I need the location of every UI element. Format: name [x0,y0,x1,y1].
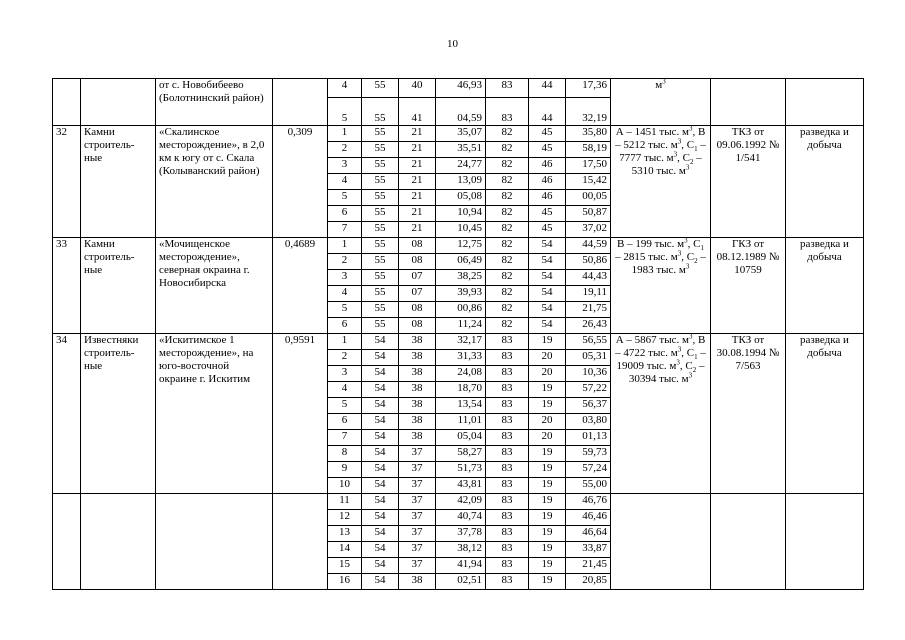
lat-sec: 43,81 [436,478,486,494]
lon-min: 20 [529,366,566,382]
lat-deg: 54 [362,398,399,414]
usage-type [786,494,864,590]
point-number: 1 [328,126,362,142]
lon-deg: 82 [486,270,529,286]
lat-min: 08 [399,318,436,334]
point-number: 11 [328,494,362,510]
lat-min: 08 [399,254,436,270]
point-number: 5 [328,98,362,126]
lon-sec: 33,87 [566,542,611,558]
lon-sec: 05,31 [566,350,611,366]
lat-min: 38 [399,414,436,430]
lon-deg: 83 [486,98,529,126]
lat-deg: 54 [362,382,399,398]
lon-sec: 56,55 [566,334,611,350]
lon-min: 54 [529,238,566,254]
lat-sec: 05,04 [436,430,486,446]
point-number: 3 [328,270,362,286]
lat-sec: 35,51 [436,142,486,158]
point-number: 5 [328,398,362,414]
lon-min: 20 [529,350,566,366]
lon-min: 44 [529,79,566,98]
lon-min: 45 [529,126,566,142]
lon-deg: 83 [486,79,529,98]
lon-min: 19 [529,494,566,510]
deposit-location: «Искитимское 1 месторождение», на юго-восточной окраине г. Искитим [156,334,273,494]
lat-sec: 38,25 [436,270,486,286]
lat-min: 37 [399,558,436,574]
point-number: 2 [328,254,362,270]
lon-min: 19 [529,446,566,462]
point-number: 4 [328,174,362,190]
lat-deg: 55 [362,238,399,254]
lon-deg: 83 [486,350,529,366]
lat-deg: 55 [362,190,399,206]
lat-deg: 54 [362,478,399,494]
lon-min: 45 [529,206,566,222]
deposit-number: 34 [53,334,81,494]
lat-sec: 04,59 [436,98,486,126]
lat-min: 37 [399,526,436,542]
point-number: 2 [328,350,362,366]
lat-sec: 38,12 [436,542,486,558]
lon-sec: 35,80 [566,126,611,142]
lon-sec: 56,37 [566,398,611,414]
deposit-location: «Скалинское месторождение», в 2,0 км к югу от с. Скала (Колыванский район) [156,126,273,238]
lon-deg: 83 [486,494,529,510]
point-number: 14 [328,542,362,558]
reserves-info: В – 199 тыс. $м^3$, $С_1 - 2815$ тыс. $м^3$, $С_2 - 1983$ тыс. $м^3$ [611,238,711,334]
lat-min: 38 [399,350,436,366]
lat-deg: 55 [362,174,399,190]
lon-deg: 82 [486,174,529,190]
lat-sec: 51,73 [436,462,486,478]
point-number: 5 [328,190,362,206]
lon-deg: 82 [486,254,529,270]
lon-deg: 82 [486,238,529,254]
lat-sec: 13,09 [436,174,486,190]
lat-deg: 54 [362,334,399,350]
lon-deg: 83 [486,446,529,462]
lon-sec: 20,85 [566,574,611,590]
lon-deg: 83 [486,510,529,526]
point-number: 1 [328,334,362,350]
lon-min: 19 [529,398,566,414]
lon-deg: 83 [486,430,529,446]
lon-min: 19 [529,462,566,478]
lat-deg: 54 [362,558,399,574]
lat-sec: 24,77 [436,158,486,174]
lon-deg: 83 [486,366,529,382]
lat-min: 07 [399,286,436,302]
lat-deg: 54 [362,542,399,558]
point-number: 10 [328,478,362,494]
lon-sec: 21,45 [566,558,611,574]
point-number: 3 [328,366,362,382]
point-number: 5 [328,302,362,318]
deposit-location: «Мочищенское месторождение», северная окраина г. Новосибирска [156,238,273,334]
lon-sec: 46,46 [566,510,611,526]
lat-min: 38 [399,574,436,590]
lon-min: 46 [529,158,566,174]
lon-deg: 82 [486,190,529,206]
lon-min: 19 [529,510,566,526]
lon-deg: 83 [486,558,529,574]
lon-sec: 03,80 [566,414,611,430]
lon-min: 20 [529,414,566,430]
lat-deg: 54 [362,510,399,526]
lat-min: 38 [399,366,436,382]
lon-min: 19 [529,478,566,494]
lat-deg: 54 [362,446,399,462]
deposit-location [156,494,273,590]
mineral-type: Известняки строитель-ные [81,334,156,494]
lat-min: 21 [399,126,436,142]
lon-deg: 83 [486,398,529,414]
point-number: 7 [328,430,362,446]
lon-sec: 58,19 [566,142,611,158]
lat-deg: 55 [362,286,399,302]
lon-sec: 17,36 [566,79,611,98]
lat-min: 21 [399,174,436,190]
lat-deg: 54 [362,350,399,366]
lat-sec: 18,70 [436,382,486,398]
point-number: 12 [328,510,362,526]
deposit-number [53,79,81,126]
lon-min: 19 [529,558,566,574]
lat-sec: 40,74 [436,510,486,526]
lat-sec: 46,93 [436,79,486,98]
usage-type: разведка и добыча [786,238,864,334]
lat-min: 21 [399,222,436,238]
lon-sec: 37,02 [566,222,611,238]
deposits-table [52,78,864,590]
lat-sec: 13,54 [436,398,486,414]
lon-min: 54 [529,318,566,334]
lon-deg: 83 [486,526,529,542]
lon-min: 20 [529,430,566,446]
deposit-number: 32 [53,126,81,238]
lon-sec: 17,50 [566,158,611,174]
reserves-info: А – 1451 тыс. $м^3$, В – 5212 тыс. $м^3$, $С_1 - 7777$ тыс. $м^3$, $С_2 - 5310$ тыс. $м^3$ [611,126,711,238]
lon-min: 54 [529,254,566,270]
approval-info: ТКЗ от 30.08.1994 № 7/563 [711,334,786,494]
lat-min: 38 [399,398,436,414]
point-number: 9 [328,462,362,478]
lat-deg: 55 [362,142,399,158]
point-number: 13 [328,526,362,542]
lat-sec: 32,17 [436,334,486,350]
lat-sec: 12,75 [436,238,486,254]
lon-min: 45 [529,222,566,238]
point-number: 6 [328,206,362,222]
lon-sec: 00,05 [566,190,611,206]
lon-min: 19 [529,382,566,398]
lon-min: 54 [529,270,566,286]
lon-sec: 32,19 [566,98,611,126]
lat-deg: 54 [362,494,399,510]
lat-min: 38 [399,382,436,398]
lat-deg: 55 [362,206,399,222]
deposit-area [273,494,328,590]
lat-deg: 54 [362,366,399,382]
deposit-area [273,79,328,126]
deposit-area: 0,9591 [273,334,328,494]
deposit-number [53,494,81,590]
page-number: 10 [447,38,458,50]
lon-min: 54 [529,302,566,318]
lat-sec: 10,94 [436,206,486,222]
lat-sec: 06,49 [436,254,486,270]
lat-deg: 55 [362,254,399,270]
lon-sec: 50,87 [566,206,611,222]
table-row [53,126,864,142]
deposit-number: 33 [53,238,81,334]
lon-sec: 46,64 [566,526,611,542]
lat-deg: 54 [362,430,399,446]
lon-deg: 82 [486,302,529,318]
lon-min: 46 [529,190,566,206]
table-row [53,334,864,350]
mineral-type: Камни строитель-ные [81,126,156,238]
lon-deg: 82 [486,206,529,222]
lon-deg: 83 [486,462,529,478]
lat-sec: 31,33 [436,350,486,366]
lon-min: 46 [529,174,566,190]
lat-deg: 54 [362,414,399,430]
lon-sec: 21,75 [566,302,611,318]
lon-min: 44 [529,98,566,126]
lat-sec: 58,27 [436,446,486,462]
lon-deg: 83 [486,542,529,558]
point-number: 1 [328,238,362,254]
lon-sec: 46,76 [566,494,611,510]
reserves-info: А – 5867 тыс. $м^3$, В – 4722 тыс. $м^3$, $С_1 - 19009$ тыс. $м^3$, $С_2 - 30394$ тыс. $м^3$ [611,334,711,494]
lat-min: 37 [399,510,436,526]
lat-min: 37 [399,446,436,462]
lon-min: 54 [529,286,566,302]
lon-sec: 19,11 [566,286,611,302]
lat-sec: 05,08 [436,190,486,206]
lon-deg: 82 [486,126,529,142]
usage-type: разведка и добыча [786,334,864,494]
lat-deg: 55 [362,270,399,286]
lat-sec: 11,24 [436,318,486,334]
lat-sec: 41,94 [436,558,486,574]
lon-sec: 01,13 [566,430,611,446]
mineral-type: Камни строитель-ные [81,238,156,334]
lat-deg: 54 [362,574,399,590]
lat-deg: 55 [362,222,399,238]
approval-info: ГКЗ от 08.12.1989 № 10759 [711,238,786,334]
lat-min: 08 [399,238,436,254]
deposit-area: 0,4689 [273,238,328,334]
deposit-location: от с. Новобибеево (Болотнинский район) [156,79,273,126]
lat-deg: 55 [362,302,399,318]
point-number: 6 [328,318,362,334]
lon-deg: 83 [486,414,529,430]
lat-min: 21 [399,206,436,222]
lat-sec: 39,93 [436,286,486,302]
lat-sec: 00,86 [436,302,486,318]
reserves-info: $м^3$ [611,79,711,126]
lat-sec: 35,07 [436,126,486,142]
point-number: 8 [328,446,362,462]
lat-sec: 02,51 [436,574,486,590]
lat-min: 21 [399,142,436,158]
lon-deg: 82 [486,318,529,334]
lon-deg: 83 [486,478,529,494]
lon-sec: 26,43 [566,318,611,334]
deposit-area: 0,309 [273,126,328,238]
lon-deg: 82 [486,142,529,158]
lon-deg: 83 [486,334,529,350]
point-number: 2 [328,142,362,158]
lon-deg: 82 [486,286,529,302]
lat-min: 38 [399,334,436,350]
point-number: 7 [328,222,362,238]
lon-sec: 44,43 [566,270,611,286]
table-row [53,494,864,510]
lat-sec: 10,45 [436,222,486,238]
lat-min: 07 [399,270,436,286]
point-number: 6 [328,414,362,430]
lon-deg: 83 [486,382,529,398]
lat-min: 41 [399,98,436,126]
lat-deg: 55 [362,158,399,174]
mineral-type [81,79,156,126]
lon-sec: 10,36 [566,366,611,382]
lat-min: 37 [399,542,436,558]
point-number: 4 [328,382,362,398]
lat-deg: 54 [362,526,399,542]
lat-deg: 55 [362,318,399,334]
lon-sec: 57,24 [566,462,611,478]
lat-deg: 55 [362,98,399,126]
lon-sec: 44,59 [566,238,611,254]
lon-sec: 57,22 [566,382,611,398]
lat-min: 21 [399,158,436,174]
lat-deg: 54 [362,462,399,478]
approval-info [711,79,786,126]
approval-info [711,494,786,590]
lon-min: 45 [529,142,566,158]
point-number: 4 [328,286,362,302]
table-row [53,79,864,98]
lon-min: 19 [529,574,566,590]
lon-min: 19 [529,542,566,558]
lon-min: 19 [529,526,566,542]
lat-deg: 55 [362,126,399,142]
lat-deg: 55 [362,79,399,98]
lat-min: 37 [399,478,436,494]
lon-deg: 83 [486,574,529,590]
lon-sec: 15,42 [566,174,611,190]
reserves-info [611,494,711,590]
lat-sec: 11,01 [436,414,486,430]
table-row [53,238,864,254]
lat-min: 40 [399,79,436,98]
lon-min: 19 [529,334,566,350]
lat-min: 37 [399,462,436,478]
lat-min: 38 [399,430,436,446]
point-number: 3 [328,158,362,174]
lat-sec: 24,08 [436,366,486,382]
point-number: 15 [328,558,362,574]
approval-info: ТКЗ от 09.06.1992 № 1/541 [711,126,786,238]
lon-deg: 82 [486,158,529,174]
lat-sec: 42,09 [436,494,486,510]
lon-sec: 55,00 [566,478,611,494]
point-number: 16 [328,574,362,590]
lon-deg: 82 [486,222,529,238]
lat-sec: 37,78 [436,526,486,542]
point-number: 4 [328,79,362,98]
usage-type [786,79,864,126]
lat-min: 08 [399,302,436,318]
mineral-type [81,494,156,590]
lat-min: 37 [399,494,436,510]
lon-sec: 59,73 [566,446,611,462]
usage-type: разведка и добыча [786,126,864,238]
lon-sec: 50,86 [566,254,611,270]
lat-min: 21 [399,190,436,206]
